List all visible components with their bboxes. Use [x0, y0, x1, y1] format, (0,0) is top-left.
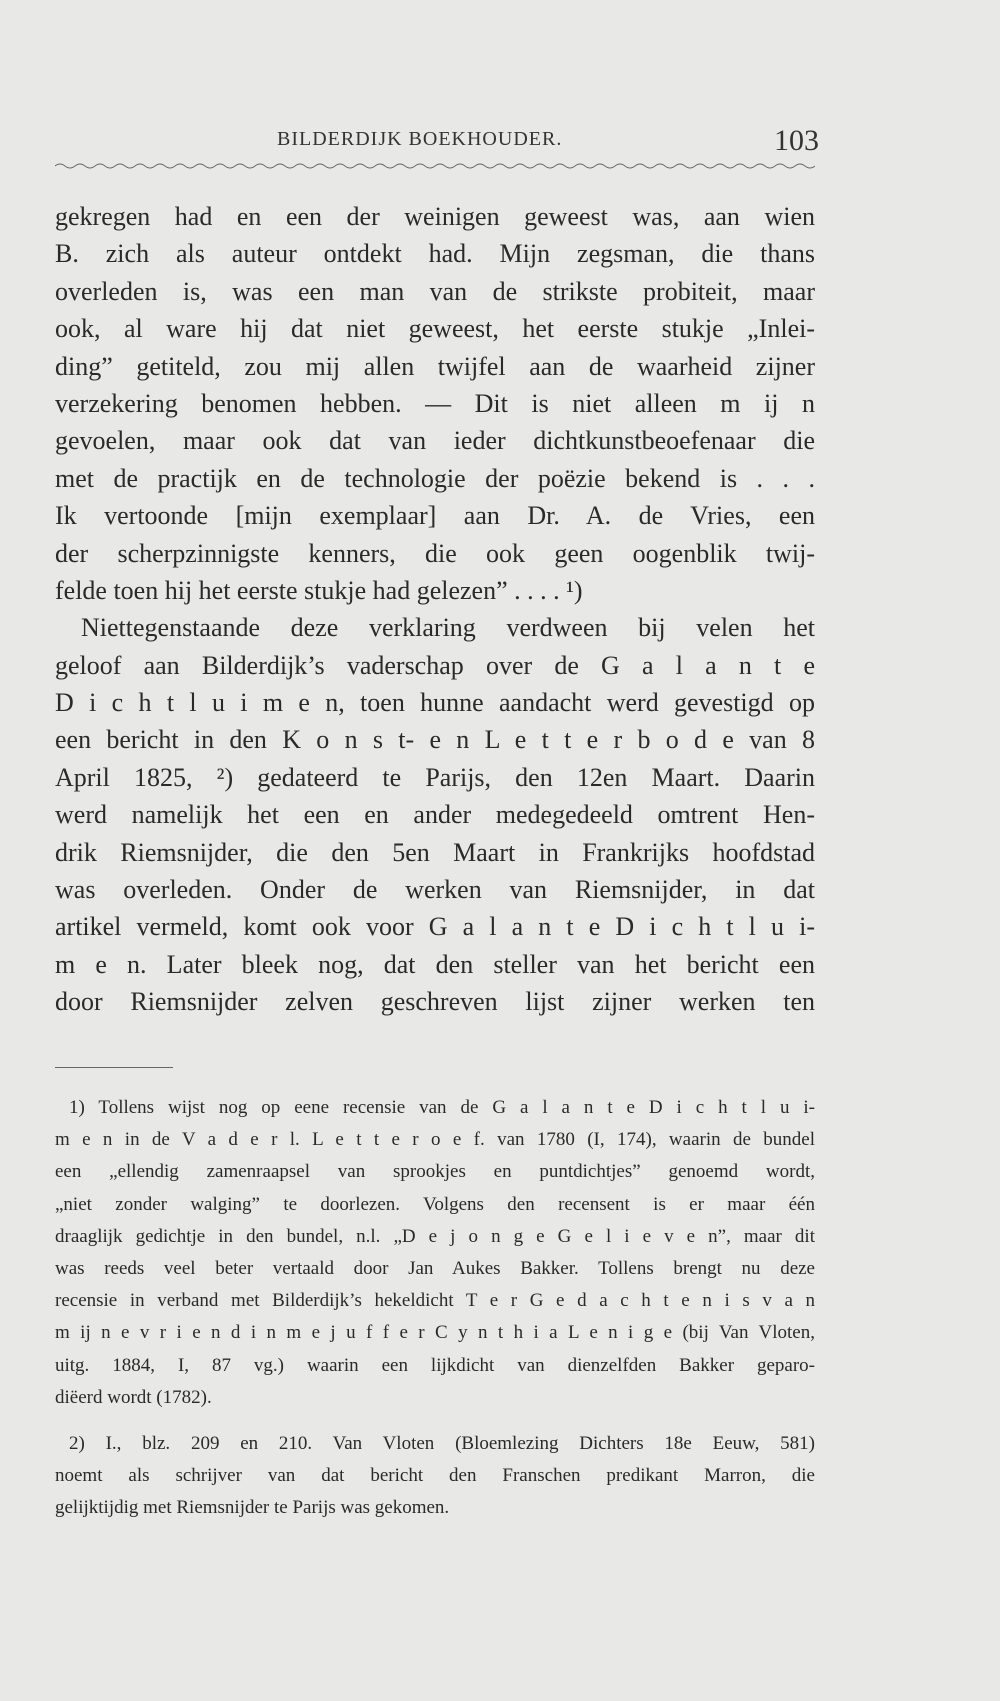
- body-line: Niettegenstaande deze verklaring verdween bij velen het: [81, 613, 815, 643]
- body-line: D i c h t l u i m e n, toen hunne aandacht werd gevestigd op: [55, 688, 815, 718]
- body-line: een bericht in den K o n s t- e n L e t t e r b o d e van 8: [55, 725, 815, 755]
- footnote-line: noemt als schrijver van dat bericht den Franschen predikant Marron, die: [55, 1465, 815, 1487]
- body-line: gevoelen, maar ook dat van ieder dichtkunstbeoefenaar die: [55, 426, 815, 456]
- running-title: BILDERDIJK BOEKHOUDER.: [277, 128, 563, 150]
- body-line: der scherpzinnigste kenners, die ook geen oogenblik twij-: [55, 538, 815, 568]
- footnote-line: gelijktijdig met Riemsnijder te Parijs was gekomen.: [55, 1497, 450, 1519]
- footnote-line: diëerd wordt (1782).: [55, 1386, 212, 1408]
- footnotes: [55, 1092, 815, 1524]
- body-line: Ik vertoonde [mijn exemplaar] aan Dr. A. de Vries, een: [55, 501, 815, 531]
- footnote-divider: [55, 1067, 173, 1068]
- footnote-line: recensie in verband met Bilderdijk’s hekeldicht T e r G e d a c h t e n i s v a n: [55, 1290, 815, 1312]
- body-text: [55, 198, 815, 1021]
- body-line: gekregen had en een der weinigen geweest was, aan wien: [55, 202, 815, 231]
- body-line: geloof aan Bilderdijk’s vaderschap over de G a l a n t e: [55, 650, 815, 680]
- footnote-line: een „ellendig zamenraapsel van sprookjes en puntdichtjes” genoemd wordt,: [55, 1161, 815, 1183]
- footnote-line: draaglijk gedichtje in den bundel, n.l. „D e j o n g e G e l i e v e n”, maar dit: [55, 1225, 815, 1247]
- footnote-line: m ij n e v r i e n d i n m e j u f f e r C y n t h i a L e n i g e (bij Van Vloten,: [55, 1322, 815, 1344]
- body-line: met de practijk en de technologie der poëzie bekend is . . .: [55, 463, 815, 493]
- body-line: ook, al ware hij dat niet geweest, het eerste stukje „Inlei-: [55, 314, 815, 344]
- footnote-line: was reeds veel beter vertaald door Jan Aukes Bakker. Tollens brengt nu deze: [55, 1257, 815, 1279]
- body-line: verzekering benomen hebben. — Dit is niet alleen m ij n: [55, 388, 815, 418]
- footnote-line: 1) Tollens wijst nog op eene recensie van de G a l a n t e D i c h t l u i-: [69, 1097, 815, 1118]
- body-line: artikel vermeld, komt ook voor G a l a n t e D i c h t l u i-: [55, 912, 815, 942]
- header-wavy-rule: [55, 160, 815, 172]
- footnote-line: 2) I., blz. 209 en 210. Van Vloten (Bloemlezing Dichters 18e Eeuw, 581): [69, 1432, 815, 1454]
- body-line: April 1825, ²) gedateerd te Parijs, den 12en Maart. Daarin: [55, 762, 815, 792]
- body-line: felde toen hij het eerste stukje had gelezen” . . . . ¹): [55, 575, 583, 605]
- body-line: B. zich als auteur ontdekt had. Mijn zegsman, die thans: [55, 239, 815, 269]
- body-line: door Riemsnijder zelven geschreven lijst zijner werken ten: [55, 987, 815, 1017]
- page-header: [55, 118, 825, 158]
- body-line: was overleden. Onder de werken van Riemsnijder, in dat: [55, 875, 815, 905]
- body-line: overleden is, was een man van de strikste probiteit, maar: [55, 276, 815, 306]
- footnote-line: uitg. 1884, I, 87 vg.) waarin een lijkdicht van dienzelfden Bakker geparo-: [55, 1354, 815, 1376]
- body-line: drik Riemsnijder, die den 5en Maart in Frankrijks hoofdstad: [55, 837, 815, 867]
- body-line: ding” getiteld, zou mij allen twijfel aan de waarheid zijner: [55, 351, 815, 381]
- body-line: m e n. Later bleek nog, dat den steller van het bericht een: [55, 949, 815, 979]
- page-number: 103: [774, 124, 819, 157]
- footnote-line: „niet zonder walging” te doorlezen. Volgens den recensent is er maar één: [55, 1193, 815, 1215]
- body-line: werd namelijk het een en ander medegedeeld omtrent Hen-: [55, 800, 815, 830]
- footnote-line: m e n in de V a d e r l. L e t t e r o e f. van 1780 (I, 174), waarin de bundel: [55, 1129, 815, 1151]
